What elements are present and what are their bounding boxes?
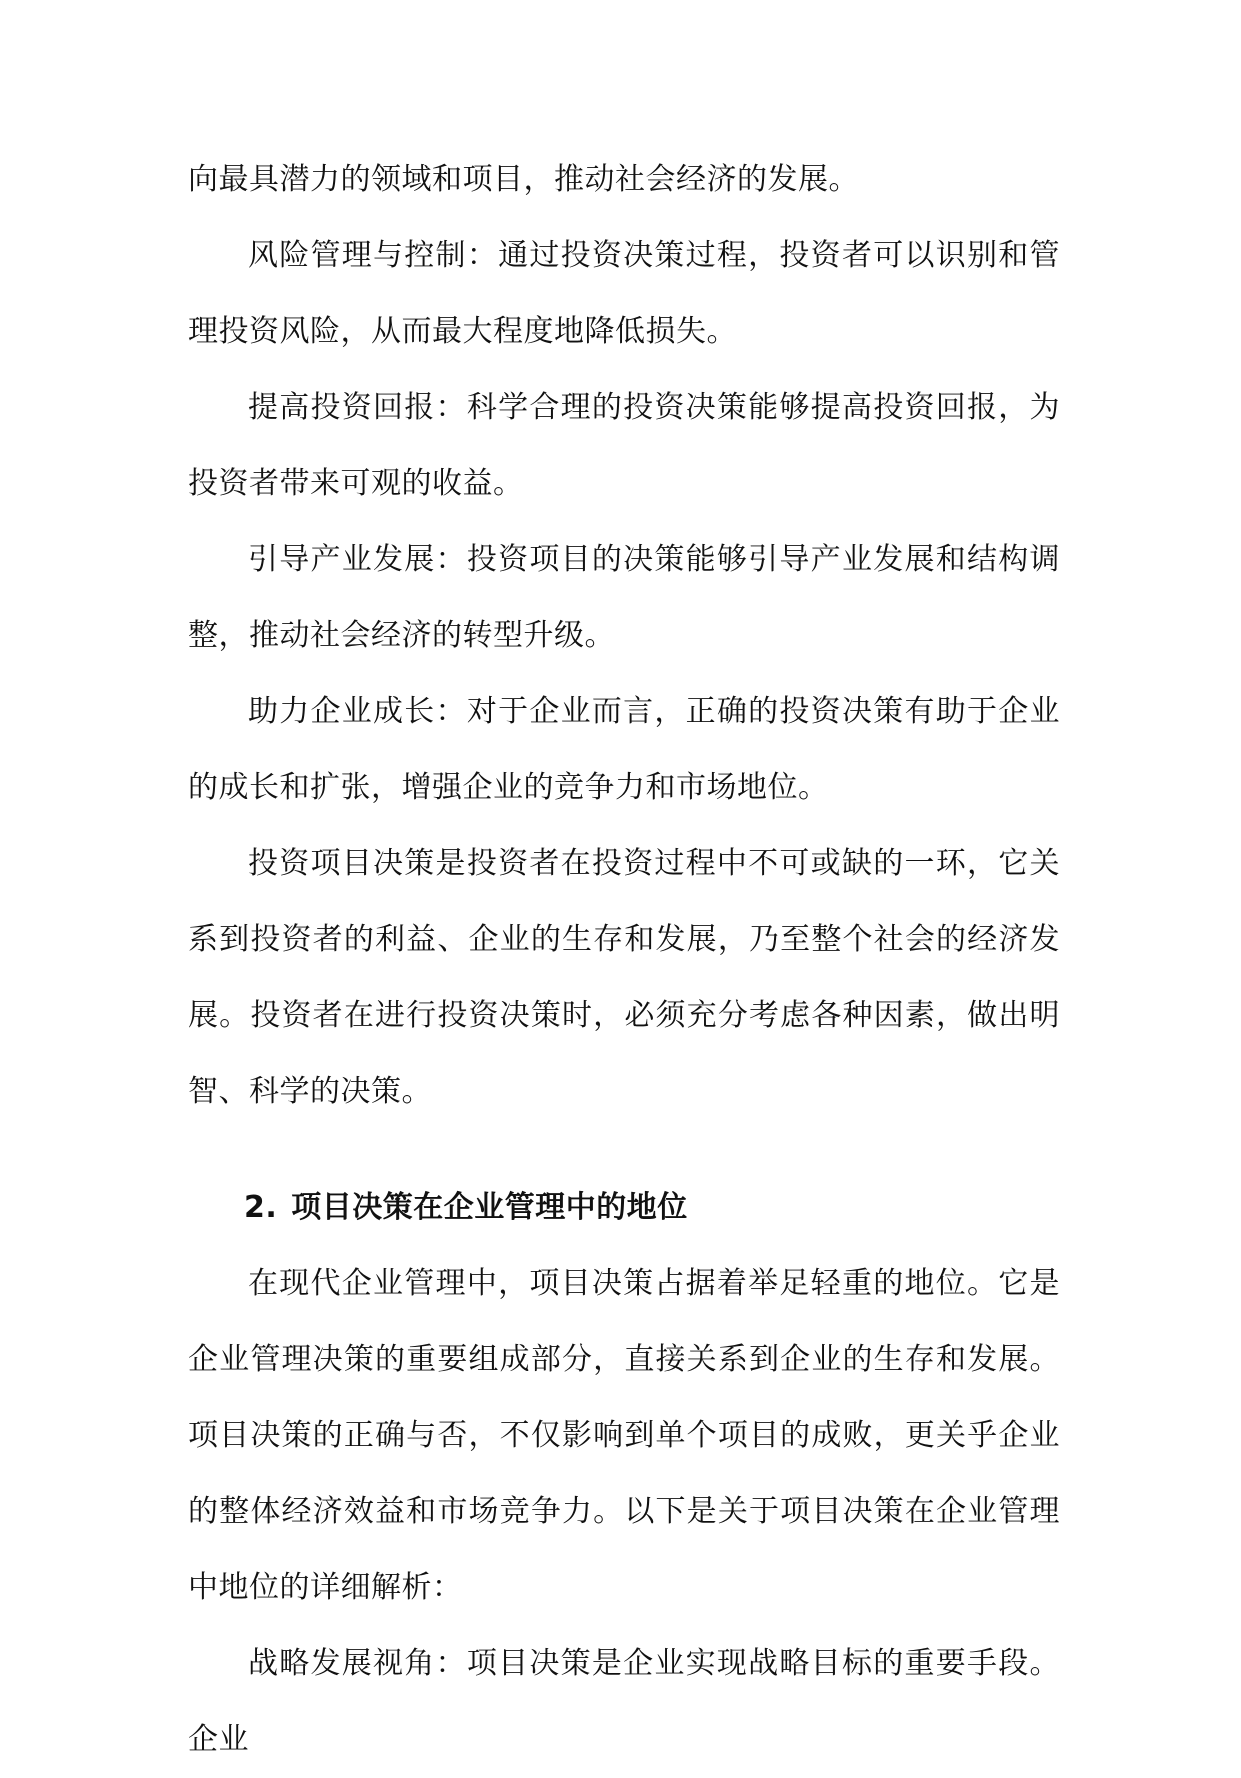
paragraph: 提高投资回报：科学合理的投资决策能够提高投资回报，为投资者带来可观的收益。 [188,390,1060,501]
paragraph: 风险管理与控制：通过投资决策过程，投资者可以识别和管理投资风险，从而最大程度地降低损失。 [188,238,1060,349]
paragraph: 向最具潜力的领域和项目，推动社会经济的发展。 [188,162,859,197]
section-spacer [188,1130,1060,1170]
paragraph: 投资项目决策是投资者在投资过程中不可或缺的一环，它关系到投资者的利益、企业的生存和发展，乃至整个社会的经济发展。投资者在进行投资决策时，必须充分考虑各种因素，做出明智、科学的决策。 [188,846,1060,1109]
section-number: 2. [244,1190,278,1225]
paragraph: 助力企业成长：对于企业而言，正确的投资决策有助于企业的成长和扩张，增强企业的竞争力和市场地位。 [188,694,1060,805]
paragraph: 引导产业发展：投资项目的决策能够引导产业发展和结构调整，推动社会经济的转型升级。 [188,542,1060,653]
paragraph: 战略发展视角：项目决策是企业实现战略目标的重要手段。企业 [188,1646,1060,1757]
section-heading [188,1170,1060,1246]
paragraph: 在现代企业管理中，项目决策占据着举足轻重的地位。它是企业管理决策的重要组成部分，直接关系到企业的生存和发展。项目决策的正确与否，不仅影响到单个项目的成败，更关乎企业的整体经济效益和市场竞争力。以下是关于项目决策在企业管理中地位的详细解析： [188,1266,1060,1605]
section-title: 项目决策在企业管理中的地位 [291,1190,688,1225]
document-page [188,142,1060,1778]
